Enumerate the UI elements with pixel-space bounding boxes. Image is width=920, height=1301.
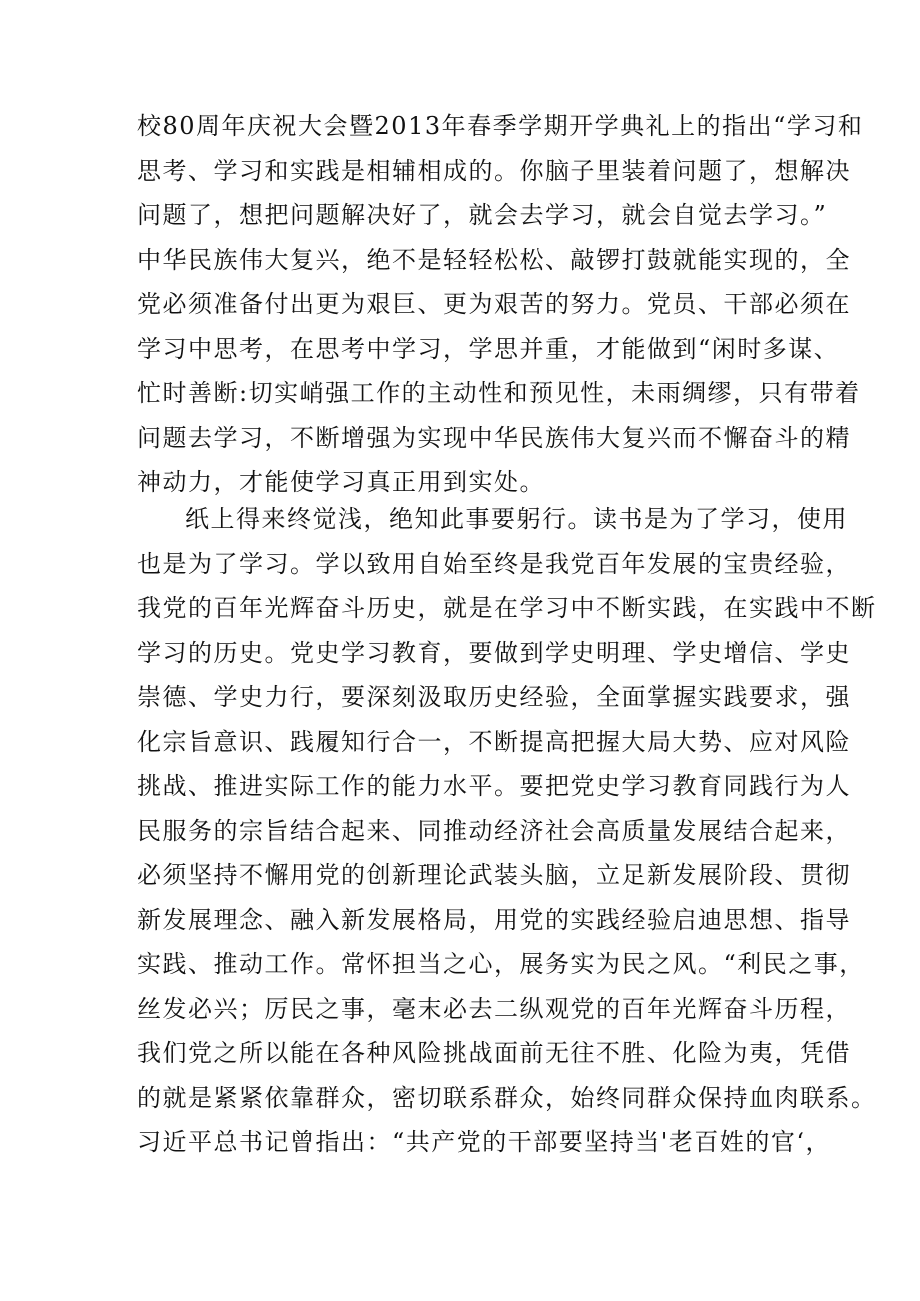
text-line: 问题去学习，不断增强为实现中华民族伟大复兴而不懈奋斗的精: [137, 423, 851, 452]
text-line: 丝发必兴；厉民之事，毫末必去二纵观党的百年光辉奋斗历程，: [137, 994, 851, 1023]
text-line: 习近平总书记曾指出：“共产党的干部要坚持当'老百姓的官‘，: [137, 1128, 831, 1156]
paragraph-2: [137, 497, 877, 1165]
text-line: 纸上得来终觉浅，绝知此事要躬行。读书是为了学习，使用: [185, 505, 848, 533]
text-line: 校80周年庆祝大会暨2013年春季学期开学典礼上的指出“学习和: [137, 112, 864, 140]
text-line: 新发展理念、融入新发展格局，用党的实践经验启迪思想、指导: [137, 905, 851, 934]
text-line: 化宗旨意识、践履知行合一，不断提高把握大局大势、应对风险: [137, 727, 851, 756]
text-line: 的就是紧紧依靠群众，密切联系群众，始终同群众保持血肉联系。: [137, 1083, 877, 1112]
text-line: 党必须准备付出更为艰巨、更为艰苦的努力。党员、干部必须在: [137, 290, 851, 318]
text-line: 也是为了学习。学以致用自始至终是我党百年发展的宝贵经验，: [137, 549, 851, 578]
text-line: 我们党之所以能在各种风险挑战面前无往不胜、化险为夷，凭借: [137, 1039, 851, 1067]
text-line: 学习的历史。党史学习教育，要做到学史明理、学史增信、学史: [137, 638, 851, 667]
text-line: 我党的百年光辉奋斗历史，就是在学习中不断实践，在实践中不断: [137, 594, 877, 622]
text-line: 挑战、推进实际工作的能力水平。要把党史学习教育同践行为人: [137, 772, 851, 800]
text-line: 实践、推动工作。常怀担当之心，展务实为民之风。“利民之事，: [137, 950, 865, 978]
text-line: 学习中思考，在思考中学习，学思并重，才能做到“闲时多谋、: [137, 334, 840, 363]
text-line: 问题了，想把问题解决好了，就会去学习，就会自觉去学习。”: [137, 201, 828, 229]
text-line: 忙时善断:切实峭强工作的主动性和预见性，未雨绸缪，只有带着: [137, 379, 861, 407]
paragraph-1: [137, 104, 864, 505]
text-line: 思考、学习和实践是相辅相成的。你脑子里装着问题了，想解决: [137, 156, 851, 185]
text-line: 必须坚持不懈用党的创新理论武装头脑，立足新发展阶段、贯彻: [137, 861, 851, 889]
text-line: 民服务的宗旨结合起来、同推动经济社会高质量发展结合起来，: [137, 816, 851, 845]
text-line: 神动力，才能使学习真正用到实处。: [137, 468, 545, 496]
text-line: 中华民族伟大复兴，绝不是轻轻松松、敲锣打鼓就能实现的，全: [137, 245, 851, 274]
text-line: 崇德、学史力行，要深刻汲取历史经验，全面掌握实践要求，强: [137, 683, 851, 711]
